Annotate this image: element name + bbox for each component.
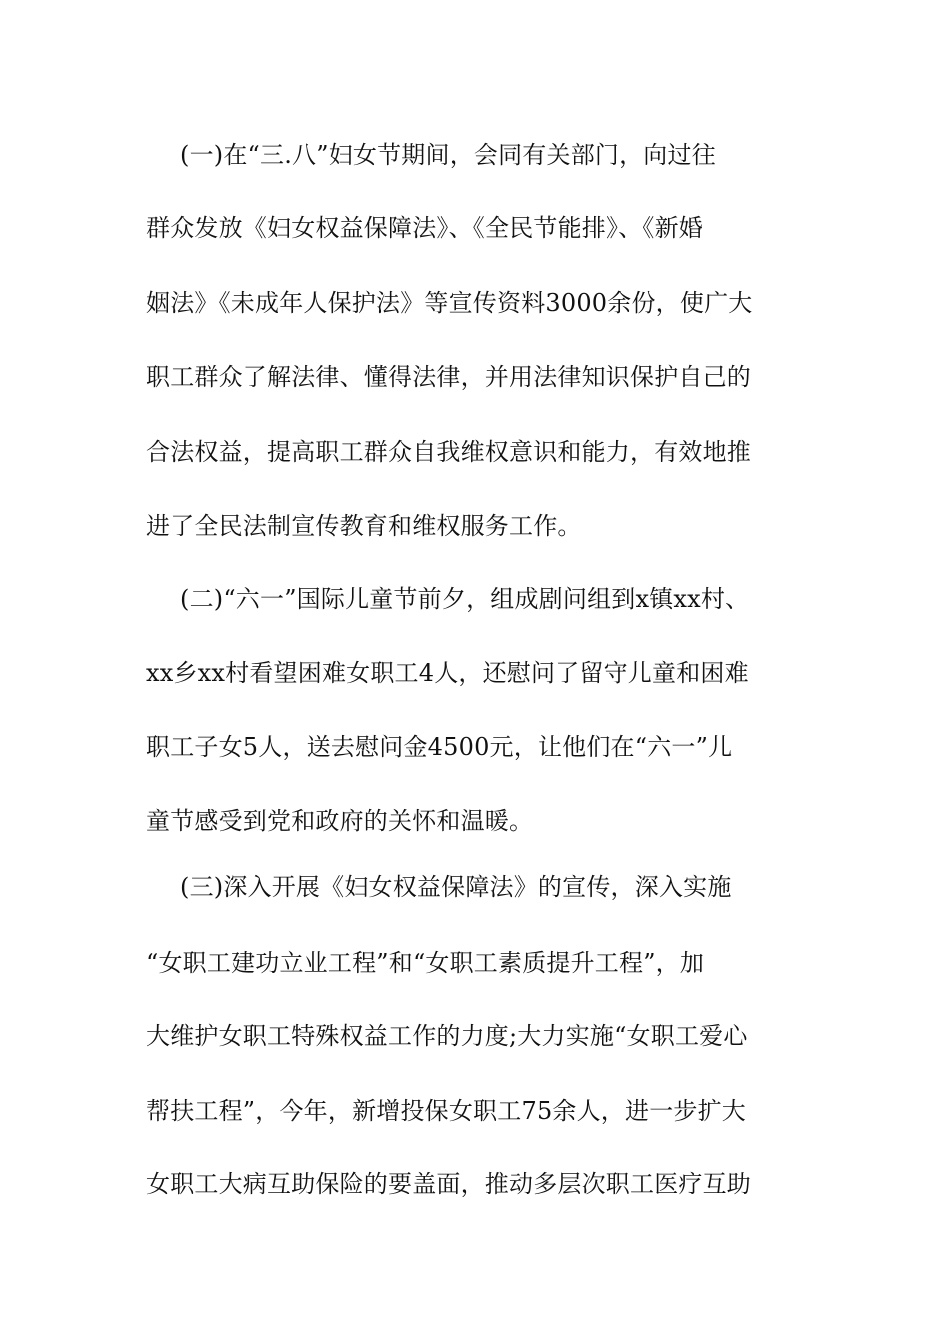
paragraph-1-line-3: 姻法》《未成年人保护法》等宣传资料3000余份，使广大 xyxy=(146,289,753,317)
paragraph-1-line-4: 职工群众了解法律、懂得法律，并用法律知识保护自己的 xyxy=(146,363,751,391)
paragraph-2-line-2: xx乡xx村看望困难女职工4人，还慰问了留守儿童和困难 xyxy=(146,659,749,687)
paragraph-3-line-3: 大维护女职工特殊权益工作的力度;大力实施“女职工爱心 xyxy=(146,1022,748,1050)
paragraph-2-line-3: 职工子女5人，送去慰问金4500元，让他们在“六一”儿 xyxy=(146,733,733,761)
paragraph-1-line-5: 合法权益，提高职工群众自我维权意识和能力，有效地推 xyxy=(146,438,751,466)
paragraph-3-line-4: 帮扶工程”，今年，新增投保女职工75余人，进一步扩大 xyxy=(146,1097,747,1125)
paragraph-2-line-1: (二)“六一”国际儿童节前夕，组成剧问组到x镇xx村、 xyxy=(180,585,750,613)
paragraph-3-line-2: “女职工建功立业工程”和“女职工素质提升工程”，加 xyxy=(146,949,705,977)
paragraph-1-line-1: (一)在“三.八”妇女节期间，会同有关部门，向过往 xyxy=(180,141,716,169)
paragraph-2-line-4: 童节感受到党和政府的关怀和温暖。 xyxy=(146,807,534,835)
paragraph-3-line-1: (三)深入开展《妇女权益保障法》的宣传，深入实施 xyxy=(180,873,732,901)
paragraph-3-line-5: 女职工大病互助保险的要盖面，推动多层次职工医疗互助 xyxy=(146,1170,751,1198)
paragraph-1-line-2: 群众发放《妇女权益保障法》、《全民节能排》、《新婚 xyxy=(146,214,703,242)
paragraph-1-line-6: 进了全民法制宣传教育和维权服务工作。 xyxy=(146,512,582,540)
